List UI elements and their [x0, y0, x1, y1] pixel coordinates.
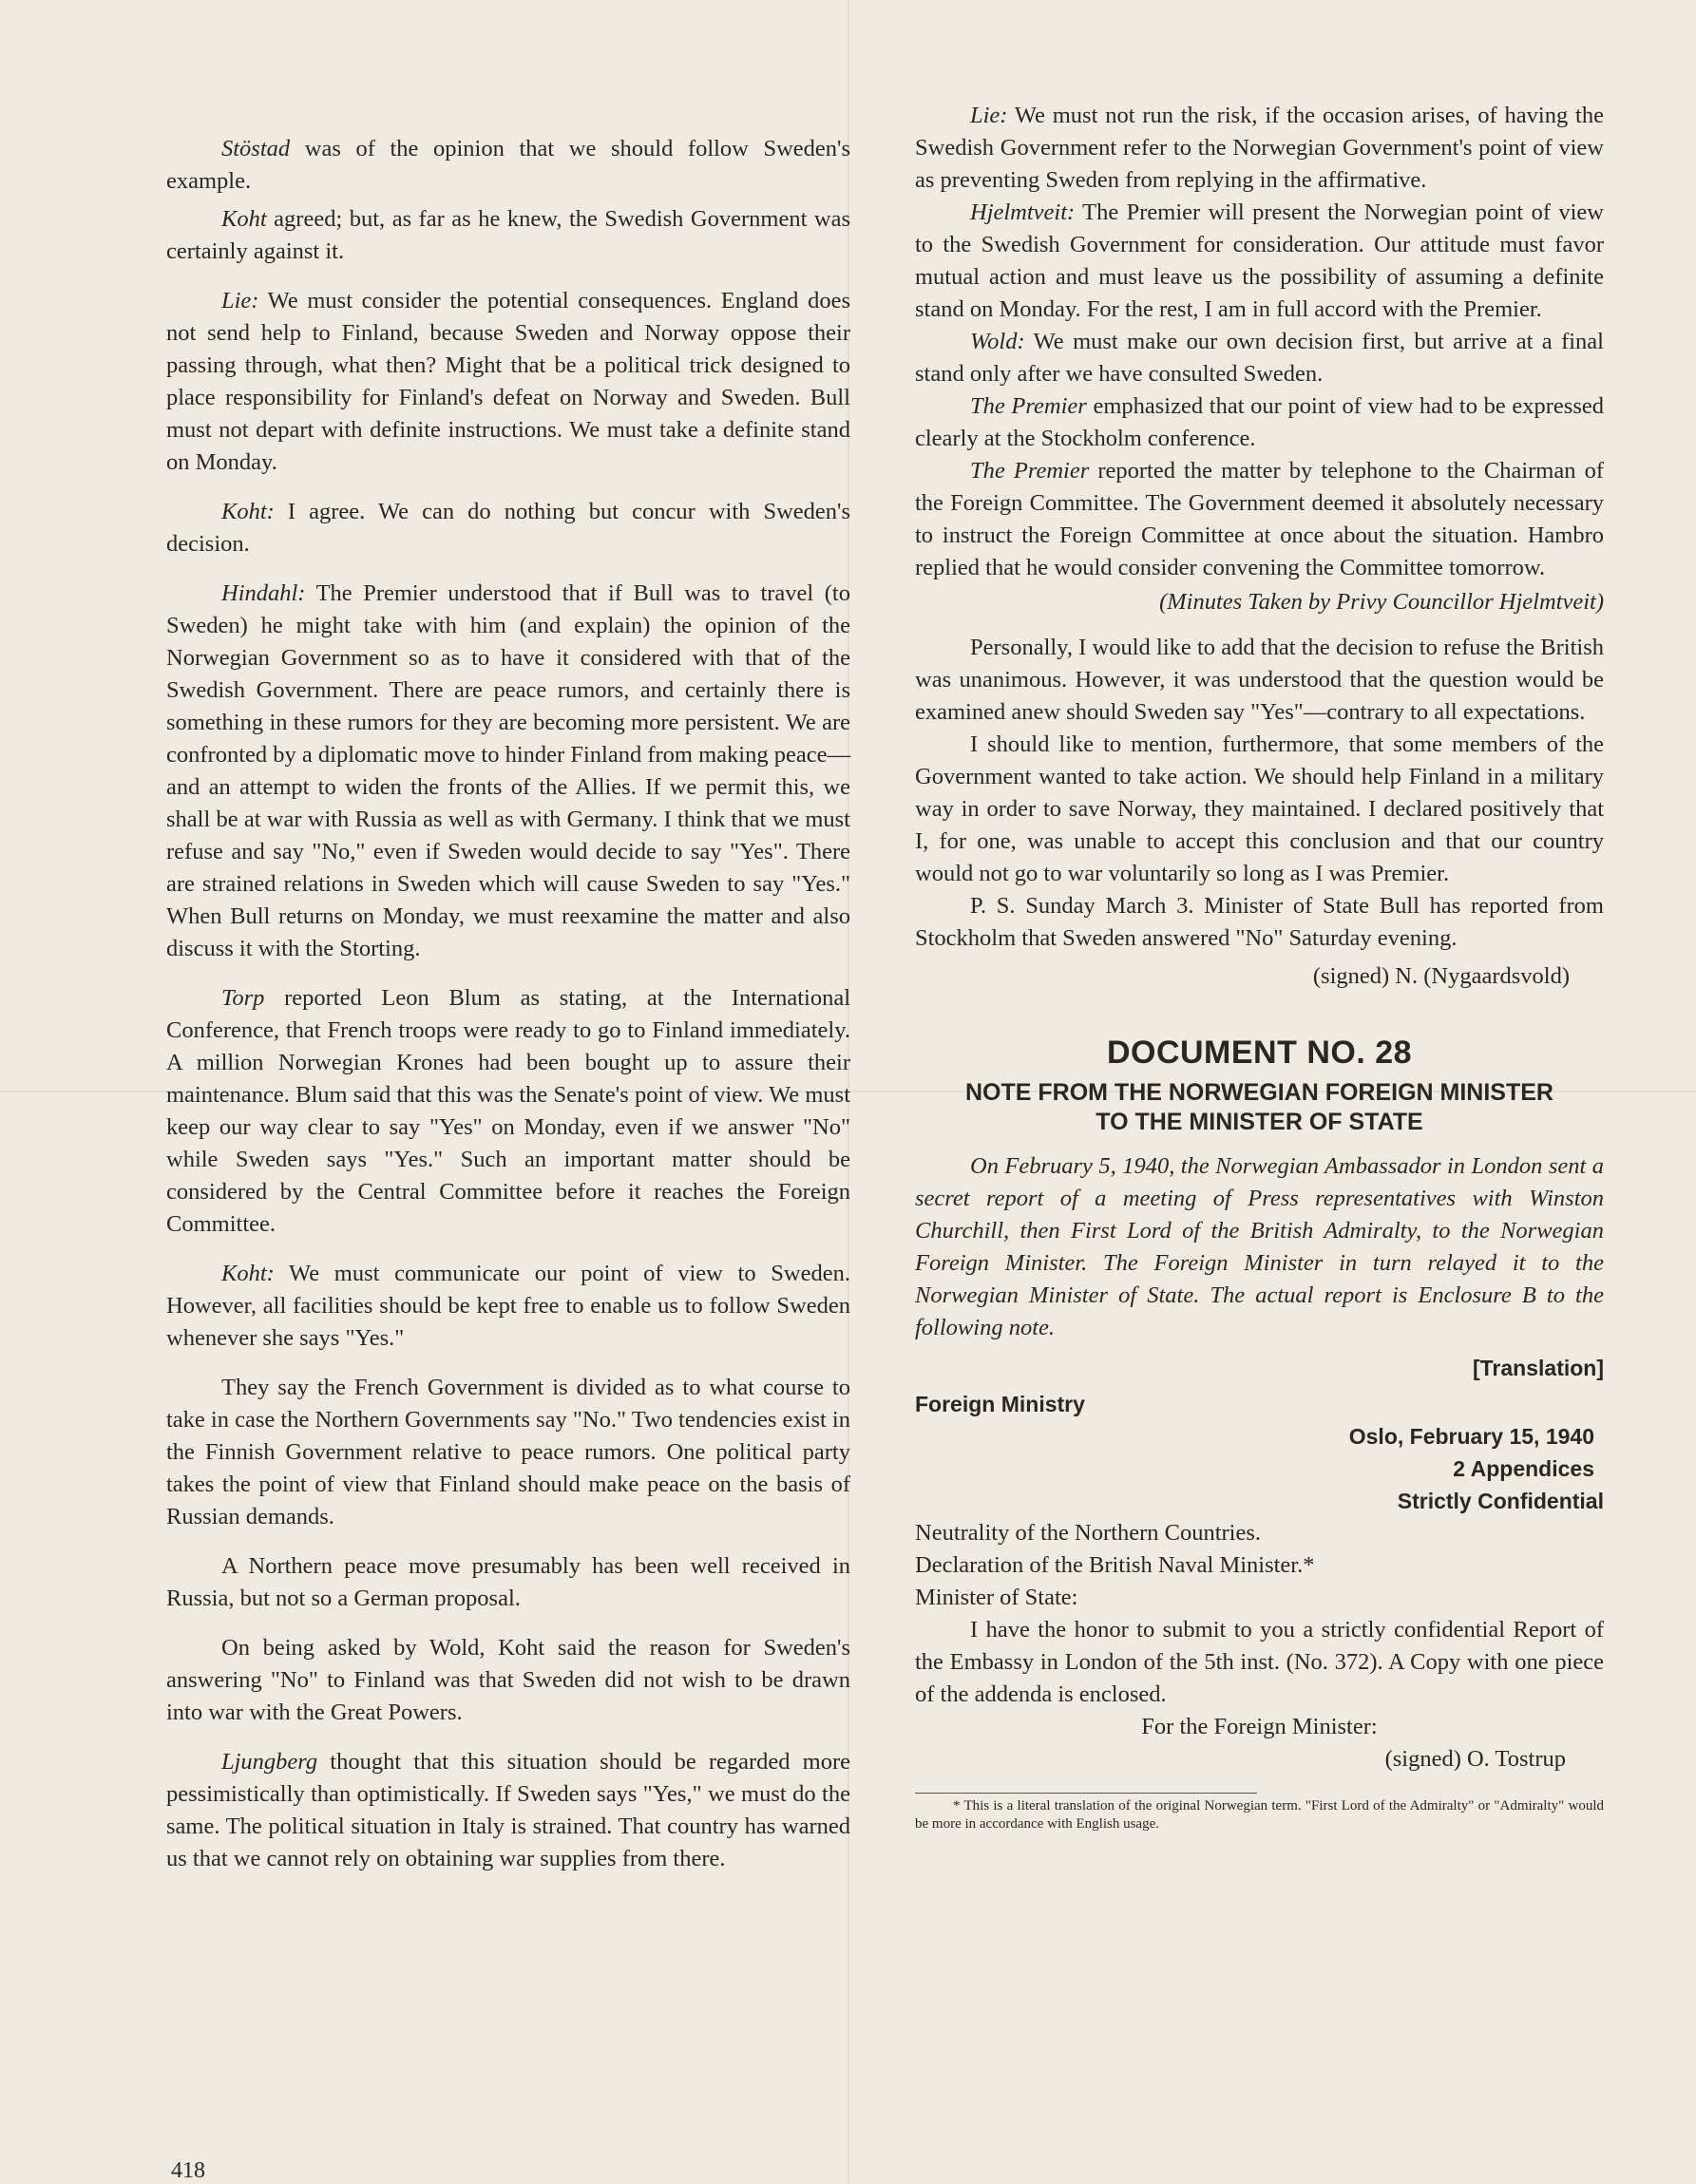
document-intro: On February 5, 1940, the Norwegian Ambassador in London sent a secret report of a meeting of Press representatives with Winston Churchill, then First Lord of the British Admiralty, to the Norwegian Foreign Minister. The Foreign Minister in turn relayed it to the Norwegian Minister of State. The actual report is Enclosure B to the following note.: [915, 1153, 1604, 1340]
footnote-rule: [915, 1793, 1257, 1794]
paragraph: Lie: We must not run the risk, if the occasion arises, of having the Swedish Government refer to the Norwegian Government's point of view as preventing Sweden from replying in the affirmative.: [915, 103, 1604, 193]
document-title: DOCUMENT NO. 28: [1106, 1035, 1413, 1071]
footnote: * This is a literal translation of the original Norwegian term. "First Lord of the Admiralty" or "Admiralty" would be more in accordance with English usage.: [915, 1798, 1604, 1832]
ministry-label: Foreign Ministry: [915, 1392, 1085, 1416]
paragraph: Koht agreed; but, as far as he knew, the Swedish Government was certainly against it.: [166, 206, 850, 264]
place-date: Oslo, February 15, 1940: [1348, 1424, 1594, 1449]
translation-label: [Translation]: [1472, 1356, 1604, 1380]
document-subtitle: [915, 1078, 1604, 1137]
paragraph: The Premier reported the matter by telephone to the Chairman of the Foreign Committee. The Government deemed it absolutely necessary to instruct the Foreign Committee at once about the situation. Hambro replied that he would consider convening the Committee tomorrow.: [915, 458, 1604, 580]
paragraph: Lie: We must consider the potential consequences. England does not send help to Finland, because Sweden and Norway oppose their passing through, what then? Might that be a political trick designed to place responsibility for Finland's defeat on Norway and Sweden. Bull must not depart with definite instructions. We must take a definite stand on Monday.: [166, 288, 850, 475]
signature-tostrup: (signed) O. Tostrup: [1384, 1746, 1566, 1772]
paragraph: Wold: We must make our own decision first, but arrive at a final stand only after we have consulted Sweden.: [915, 329, 1604, 387]
paragraph: They say the French Government is divided as to what course to take in case the Northern Governments say "No." Two tendencies exist in the Finnish Government relative to peace rumors. One political party takes the point of view that Finland should make peace on the basis of Russian demands.: [166, 1375, 850, 1529]
subtitle-line: NOTE FROM THE NORWEGIAN FOREIGN MINISTER: [965, 1079, 1553, 1106]
page-number: 418: [171, 2158, 205, 2183]
appendices: 2 Appendices: [1453, 1456, 1594, 1481]
salutation: Minister of State:: [915, 1585, 1078, 1610]
paragraph: P. S. Sunday March 3. Minister of State Bull has reported from Stockholm that Sweden answered "No" Saturday evening.: [915, 893, 1604, 951]
subject-line: Declaration of the British Naval Minister.*: [915, 1552, 1315, 1578]
paragraph: The Premier emphasized that our point of view had to be expressed clearly at the Stockholm conference.: [915, 393, 1604, 451]
minutes-attribution: (Minutes Taken by Privy Councillor Hjelmtveit): [1159, 589, 1604, 615]
paragraph: Koht: We must communicate our point of view to Sweden. However, all facilities should be kept free to enable us to follow Sweden whenever she says "Yes.": [166, 1261, 850, 1351]
note-body: I have the honor to submit to you a strictly confidential Report of the Embassy in London of the 5th inst. (No. 372). A Copy with one piece of the addenda is enclosed.: [915, 1617, 1604, 1707]
paragraph: Personally, I would like to add that the decision to refuse the British was unanimous. However, it was understood that the question would be examined anew should Sweden say "Yes"—contrary to all expectations.: [915, 635, 1604, 725]
left-column: [166, 133, 850, 1875]
subject-line: Neutrality of the Northern Countries.: [915, 1520, 1262, 1546]
paragraph: Hindahl: The Premier understood that if Bull was to travel (to Sweden) he might take with him (and explain) the opinion of the Norwegian Government so as to have it considered with that of the Swedish Government. There are peace rumors, and certainly there is something in these rumors for they are becoming more persistent. We are confronted by a diplomatic move to hinder Finland from making peace—and an attempt to widen the fronts of the Allies. If we permit this, we shall be at war with Russia as well as with Germany. I think that we must refuse and say "No," even if Sweden would decide to say "Yes". There are strained relations in Sweden which will cause Sweden to say "Yes." When Bull returns on Monday, we must reexamine the matter and also discuss it with the Storting.: [166, 580, 850, 961]
paragraph: Koht: I agree. We can do nothing but concur with Sweden's decision.: [166, 499, 850, 557]
signature: (signed) N. (Nygaardsvold): [1312, 963, 1570, 989]
subtitle-line: TO THE MINISTER OF STATE: [1096, 1109, 1423, 1135]
paragraph: Ljungberg thought that this situation should be regarded more pessimistically than optimistically. If Sweden says "Yes," we must do the same. The political situation in Italy is strained. That country has warned us that we cannot rely on obtaining war supplies from there.: [166, 1749, 850, 1871]
for-minister: For the Foreign Minister:: [1141, 1714, 1378, 1739]
paragraph: Torp reported Leon Blum as stating, at the International Conference, that French troops were ready to go to Finland immediately. A million Norwegian Krones had been bought up to assure their maintenance. Blum said that this was the Senate's point of view. We must keep our way clear to say "Yes" on Monday, even if we answer "No" while Sweden says "Yes." Such an important matter should be considered by the Central Committee before it reaches the Foreign Committee.: [166, 985, 850, 1237]
paragraph: On being asked by Wold, Koht said the reason for Sweden's answering "No" to Finland was that Sweden did not wish to be drawn into war with the Great Powers.: [166, 1635, 850, 1725]
confidential-label: Strictly Confidential: [1397, 1489, 1604, 1513]
paragraph: Hjelmtveit: The Premier will present the Norwegian point of view to the Swedish Government for consideration. Our attitude must favor mutual action and must leave us the possibility of assuming a definite stand on Monday. For the rest, I am in full accord with the Premier.: [915, 199, 1604, 322]
paragraph: A Northern peace move presumably has been well received in Russia, but not so a German proposal.: [166, 1553, 850, 1611]
right-column: [915, 100, 1604, 1833]
paragraph: Stöstad was of the opinion that we should follow Sweden's example.: [166, 136, 850, 194]
paragraph: I should like to mention, furthermore, that some members of the Government wanted to take action. We should help Finland in a military way in order to save Norway, they maintained. I declared positively that I, for one, was unable to accept this conclusion and that our country would not go to war voluntarily so long as I was Premier.: [915, 731, 1604, 886]
